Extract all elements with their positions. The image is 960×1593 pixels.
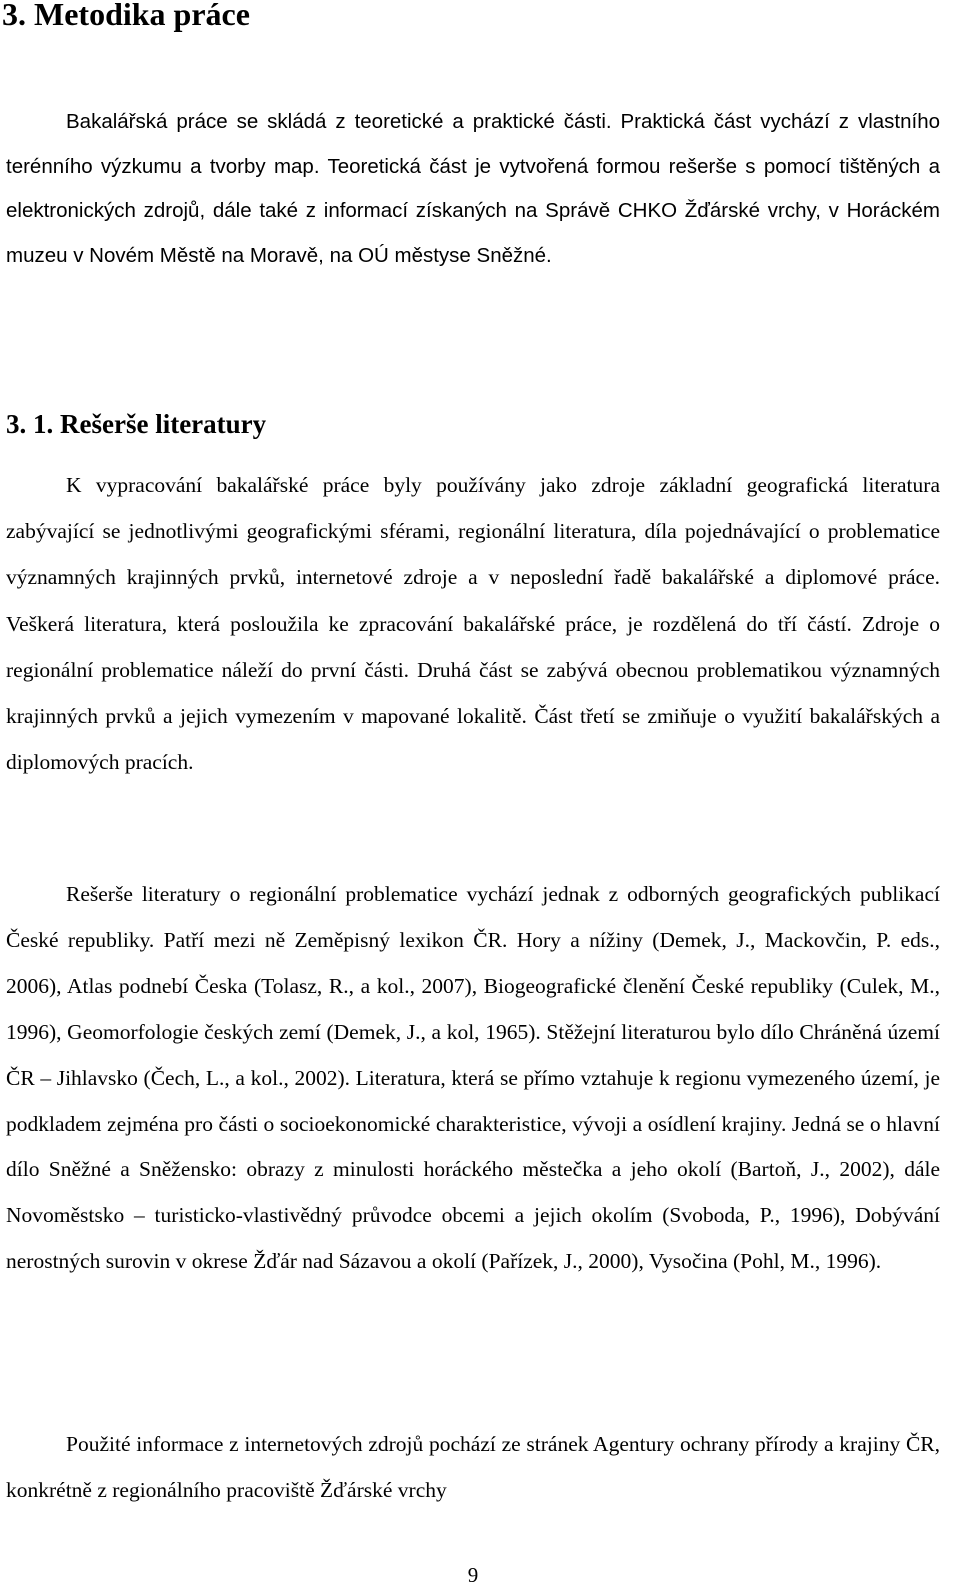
intro-paragraph: Bakalářská práce se skládá z teoretické a praktické části. Praktická část vychází z vlastního terénního výzkumu a tvorby map. Teoretická část je vytvořená formou rešerše s pomocí tištěných a elektronických zdrojů, dále také z informací získaných na Správě CHKO Žďárské vrchy, v Horáckém muzeu v Novém Městě na Moravě, na OÚ městyse Sněžné. [6, 110, 940, 267]
section-paragraph-1: K vypracování bakalářské práce byly používány jako zdroje základní geografická literatura zabývající se jednotlivými geografickými sférami, regionální literatura, díla pojednávající o problematice významných krajinných prvků, internetové zdroje a v neposlední řadě bakalářské a diplomové práce. Veškerá literatura, která posloužila ke zpracování bakalářské práce, je rozdělená do tří částí. Zdroje o regionální problematice náleží do první části. Druhá část se zabývá obecnou problematikou významných krajinných prvků a jejich vymezením v mapované lokalitě. Část třetí se zmiňuje o využití bakalářských a diplomových pracích. [6, 473, 940, 775]
section-paragraph-2: Rešerše literatury o regionální problematice vychází jednak z odborných geografických publikací České republiky. Patří mezi ně Zeměpisný lexikon ČR. Hory a nížiny (Demek, J., Mackovčin, P. eds., 2006), Atlas podnebí Česka (Tolasz, R., a kol., 2007), Biogeografické členění České republiky (Culek, M., 1996), Geomorfologie českých zemí (Demek, J., a kol, 1965). Stěžejní literaturou bylo dílo Chráněná území ČR – Jihlavsko (Čech, L., a kol., 2002). Literatura, která se přímo vztahuje k regionu vymezeného území, je podkladem zejména pro části o socioekonomické charakteristice, vývoji a osídlení krajiny. Jedná se o hlavní dílo Sněžné a Sněžensko: obrazy z minulosti horáckého městečka a jeho okolí (Bartoň, J., 2002), dále Novoměstsko – turisticko-vlastivědný průvodce obcemi a jejich okolím (Svoboda, P., 1996), Dobývání nerostných surovin v okrese Žďár nad Sázavou a okolí (Pařízek, J., 2000), Vysočina (Pohl, M., 1996). [6, 882, 940, 1274]
section-paragraph-3: Použité informace z internetových zdrojů pochází ze stránek Agentury ochrany přírody a krajiny ČR, konkrétně z regionálního pracoviště Žďárské vrchy [6, 1432, 940, 1502]
chapter-title: 3. Metodika práce [2, 0, 250, 32]
page-number: 9 [467, 1563, 479, 1587]
section-title: 3. 1. Rešerše literatury [6, 409, 267, 439]
